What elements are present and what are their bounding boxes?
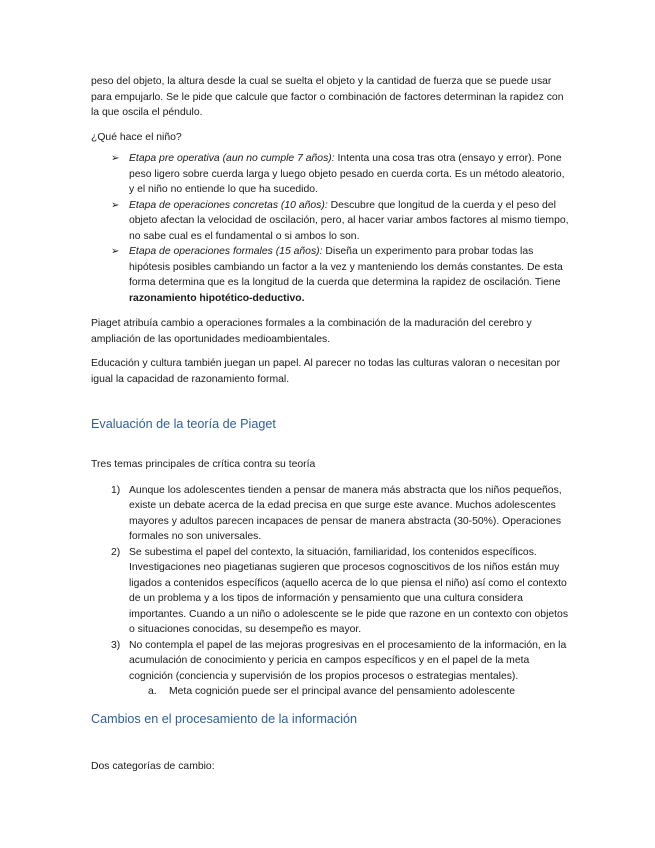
subitem-letter: a.	[148, 686, 157, 697]
heading-processing: Cambios en el procesamiento de la información	[91, 711, 358, 726]
arrow-bullet-icon: ➢	[111, 199, 120, 211]
stage-item	[91, 244, 571, 306]
arrow-bullet-icon: ➢	[111, 246, 120, 257]
subitem-text: Meta cognición puede ser el principal avance del pensamiento adolescente	[169, 686, 516, 697]
critique-item	[91, 483, 571, 545]
stage-list	[91, 151, 571, 306]
stage-label: Etapa de operaciones formales (15 años):	[129, 246, 323, 257]
critique-item	[91, 638, 571, 700]
critique-number: 1)	[111, 484, 121, 496]
piaget-paragraph: Piaget atribuía cambio a operaciones formales a la combinación de la maduración del cerebro y ampliación de las oportunidades medioambientales.	[91, 318, 532, 345]
critique-subitem	[129, 684, 571, 700]
critique-number: 2)	[111, 546, 121, 558]
critique-sublist	[129, 684, 571, 700]
stage-label: Etapa de operaciones concretas (10 años):	[129, 199, 328, 211]
page-content	[91, 74, 571, 783]
question-line: ¿Qué hace el niño?	[91, 131, 182, 143]
critique-intro: Tres temas principales de crítica contra su teoría	[91, 459, 316, 470]
stage-text: Intenta una cosa tras otra (ensayo y error). Pone peso ligero sobre cuerda larga y luego objeto pesado en cuerda corta. Es un método aleatorio, y el niño no entiende lo que ha sucedido.	[129, 153, 565, 195]
stage-item	[91, 151, 571, 198]
heading-evaluation: Evaluación de la teoría de Piaget	[91, 417, 276, 431]
critique-text: Se subestima el papel del contexto, la situación, familiaridad, los contenidos específicos. Investigaciones neo piagetianas sugieren que procesos cognoscitivos de los niños están muy ligados a contenidos específicos (aquello acerca de lo que piensa el niño) así como el contexto de un problema y a los tipos de información y pensamiento que una cultura considera importantes. Cuando a un niño o adolescente se le pide que razone en un contexto con objetos o situaciones conocidas, su desempeño es mayor.	[129, 546, 569, 635]
critique-item	[91, 545, 571, 638]
intro-paragraph: peso del objeto, la altura desde la cual se suelta el objeto y la cantidad de fuerza que se puede usar para empujarlo. Se le pide que calcule que factor o combinación de factores determinan la rapidez con la que oscila el péndulo.	[91, 76, 564, 118]
critique-text: No contempla el papel de las mejoras progresivas en el procesamiento de la información, en la acumulación de conocimiento y pericia en campos específicos y en el papel de la meta cognición (conciencia y supervisión de los propios procesos o estrategias mentales).	[129, 639, 567, 682]
arrow-bullet-icon: ➢	[111, 153, 120, 164]
culture-paragraph: Educación y cultura también juegan un papel. Al parecer no todas las culturas valoran o necesitan por igual la capacidad de razonamiento formal.	[91, 358, 561, 385]
critique-list	[91, 483, 571, 700]
stage-emphasis: razonamiento hipotético-deductivo.	[129, 292, 305, 304]
critique-number: 3)	[111, 639, 121, 651]
stage-text: Diseña un experimento para probar todas las hipótesis posibles cambiando un factor a la vez y manteniendo los demás constantes. De esta forma determina que es la longitud de la cuerda que determina la rapidez de oscilación. Tiene	[129, 246, 563, 288]
stage-item	[91, 198, 571, 245]
categories-label: Dos categorías de cambio:	[91, 760, 215, 772]
stage-label: Etapa pre operativa (aun no cumple 7 años):	[129, 153, 335, 164]
stage-text: Descubre que longitud de la cuerda y el peso del objeto afectan la velocidad de oscilación, pero, al hacer variar ambos factores al mismo tiempo, no sabe cual es el fundamental o si ambos lo son.	[129, 199, 569, 242]
critique-text: Aunque los adolescentes tienden a pensar de manera más abstracta que los niños pequeños, existe un debate acerca de la edad precisa en que surge este avance. Muchos adolescentes mayores y adultos parecen incapaces de pensar de manera abstracta (30-50%). Operaciones formales no son universales.	[129, 484, 562, 542]
